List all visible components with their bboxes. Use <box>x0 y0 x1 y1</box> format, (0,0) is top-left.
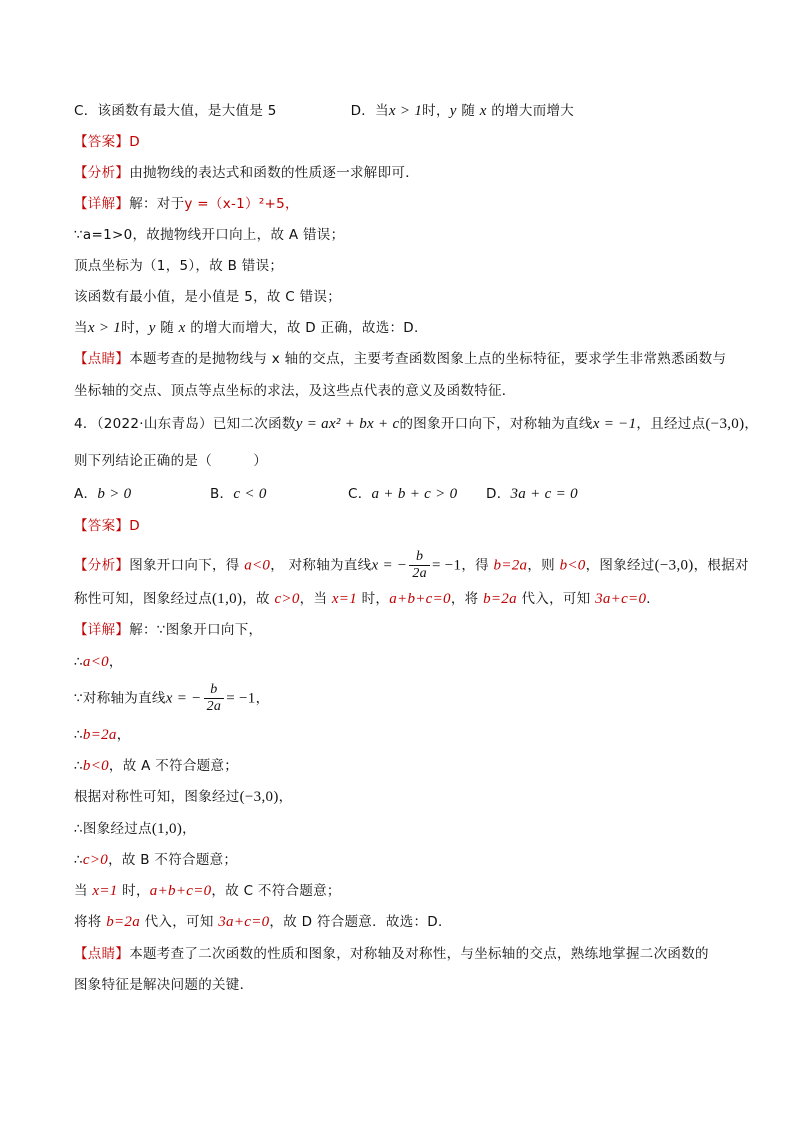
fraction-b-over-2a: $\frac{b}{2a}$ <box>204 682 225 715</box>
prev-answer: 【答案】D <box>74 134 140 150</box>
q4-option-d: D．3a + c = 0 <box>486 486 578 502</box>
q4-answer: 【答案】D <box>74 518 140 534</box>
option-d: D．当x > 1时，y 随 x 的增大而增大 <box>350 103 575 119</box>
q4-detail-line-5: ∴b<0，故 A 不符合题意； <box>74 758 239 774</box>
prev-comment-line-2: 坐标轴的交点、顶点等点坐标的求法，及这些点代表的意义及函数特征． <box>74 383 516 399</box>
prev-analysis: 【分析】由抛物线的表达式和函数的性质逐一求解即可． <box>74 165 420 181</box>
q4-detail-line-8: ∴c>0，故 B 不符合题意； <box>74 852 238 868</box>
q4-comment-line-1: 【点睛】本题考查了二次函数的性质和图象，对称轴及对称性，与坐标轴的交点，熟练地掌握二次函数的 <box>74 946 709 962</box>
q4-analysis-line-1: 【分析】图象开口向下，得 a<0， 对称轴为直线x = − $\frac{b}{2a}$ = −1，得 b=2a，则 b<0，图象经过(−3,0)，根据对 <box>74 549 749 581</box>
prev-detail-line-c: 该函数有最小值，是小值是 5，故 C 错误； <box>74 289 341 305</box>
prev-detail-header: 【详解】解：对于y =（x-1）²+5， <box>74 196 299 212</box>
q4-option-a: A．b > 0 <box>74 486 132 502</box>
q4-detail-line-2: ∴a<0， <box>74 654 123 670</box>
prev-detail-line-b: 顶点坐标为（1，5），故 B 错误； <box>74 258 284 274</box>
option-c: C．该函数有最大值，是大值是 5 <box>74 103 277 119</box>
q4-detail-line-10: 将将 b=2a 代入，可知 3a+c=0，故 D 符合题意．故选：D． <box>74 914 452 930</box>
q4-options-row <box>74 484 578 504</box>
q4-detail-line-3: ∵对称轴为直线x = − $\frac{b}{2a}$ = −1， <box>74 682 270 714</box>
fraction-b-over-2a: $\frac{b}{2a}$ <box>409 549 430 582</box>
q4-detail-line-9: 当 x=1 时，a+b+c=0，故 C 不符合题意； <box>74 883 341 899</box>
q4-detail-line-7: ∴图象经过点(1,0)， <box>74 821 196 837</box>
q4-stem-line-2: 则下列结论正确的是（ ） <box>74 453 268 469</box>
prev-detail-line-d: 当x > 1时，y 随 x 的增大而增大，故 D 正确，故选：D. <box>74 320 419 336</box>
q4-detail-line-4: ∴b=2a， <box>74 727 131 743</box>
q4-detail-line-6: 根据对称性可知，图象经过(−3,0)， <box>74 789 293 805</box>
q4-analysis-line-2: 称性可知，图象经过点(1,0)，故 c>0，当 x=1 时，a+b+c=0，将 b=2a 代入，可知 3a+c=0． <box>74 591 661 607</box>
q4-option-c: C．a + b + c > 0 <box>348 486 458 502</box>
q4-option-b: B．c < 0 <box>210 486 267 502</box>
prev-options-row <box>74 101 574 121</box>
q4-detail-header: 【详解】解：∵图象开口向下， <box>74 622 263 638</box>
q4-comment-line-2: 图象特征是解决问题的关键． <box>74 977 254 993</box>
prev-detail-line-a: ∵a=1>0，故抛物线开口向上，故 A 错误； <box>74 227 345 243</box>
q4-stem-line-1: 4．（2022·山东青岛）已知二次函数y = ax² + bx + c的图象开口向下，对称轴为直线x = −1，且经过点(−3,0)， <box>74 416 759 432</box>
prev-comment-line-1: 【点睛】本题考查的是抛物线与 x 轴的交点，主要考查函数图象上点的坐标特征，要求学生非常熟悉函数与 <box>74 351 727 367</box>
